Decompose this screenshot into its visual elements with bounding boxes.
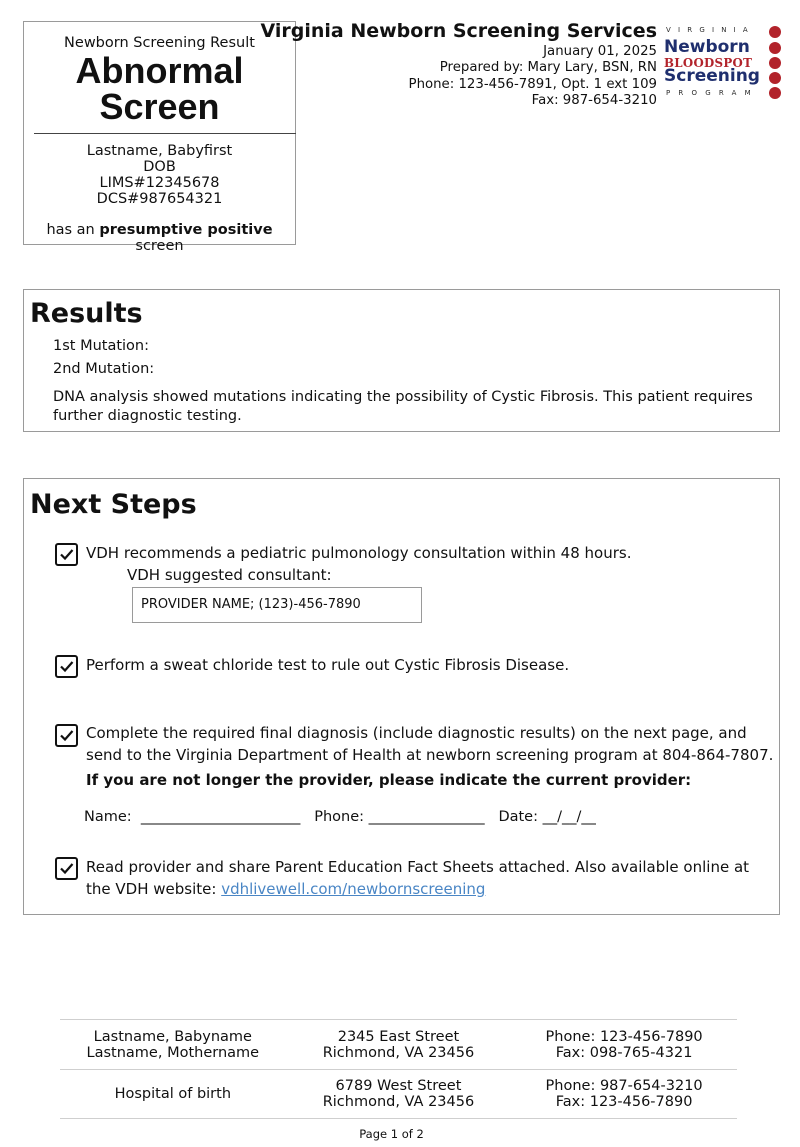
letterhead <box>260 20 657 109</box>
logo-newborn: Newborn <box>664 37 750 57</box>
step2-checkbox[interactable] <box>55 655 78 678</box>
page-number: Page 1 of 2 <box>359 1127 424 1141</box>
header-fax: Fax: 987-654-3210 <box>531 92 657 108</box>
address-line: 6789 West Street <box>335 1078 462 1094</box>
contact-address <box>286 1029 512 1061</box>
program-logo <box>664 26 782 100</box>
patient-name: Lastname, Babyfirst <box>86 143 233 159</box>
report-date: January 01, 2025 <box>543 44 657 59</box>
patient-lims: LIMS#12345678 <box>99 175 220 191</box>
step3-text: Complete the required final diagnosis (include diagnostic results) on the next page, and send to the Virginia Department of Health at newborn screening program at 804-864-7807. <box>86 724 774 764</box>
step3-checkbox[interactable] <box>55 724 78 747</box>
checkmark-icon <box>59 728 74 743</box>
logo-screening: Screening <box>664 66 760 86</box>
contact-phone: Phone: 123-456-7890 <box>545 1028 703 1045</box>
logo-dot <box>769 42 781 54</box>
next-steps-title: Next Steps <box>30 489 197 520</box>
logo-virginia: VIRGINIA <box>666 26 755 34</box>
contact-name <box>60 1029 286 1061</box>
contact-phone-fax <box>511 1078 737 1110</box>
results-section <box>23 289 780 432</box>
result-summary <box>24 222 295 254</box>
vdh-website-link[interactable]: vdhlivewell.com/newbornscreening <box>221 880 486 898</box>
contact-fax: Fax: 123-456-7890 <box>555 1094 693 1110</box>
contact-phone-fax <box>511 1029 737 1061</box>
checkmark-icon <box>59 547 74 562</box>
result-heading: Newborn Screening Result <box>64 35 255 51</box>
first-mutation: 1st Mutation: <box>53 338 150 354</box>
logo-dot <box>769 72 781 84</box>
org-name: Virginia Newborn Screening Services <box>260 20 657 42</box>
result-status-line1: Abnormal <box>75 50 244 91</box>
logo-dot <box>769 26 781 38</box>
patient-info <box>24 143 295 207</box>
address-line: Richmond, VA 23456 <box>322 1044 475 1061</box>
logo-dot <box>769 87 781 99</box>
contact-name-line: Lastname, Mothername <box>86 1044 260 1061</box>
address-line: Richmond, VA 23456 <box>322 1094 475 1110</box>
table-row <box>60 1019 737 1069</box>
next-steps-section <box>23 478 780 915</box>
table-row <box>60 1069 737 1119</box>
result-summary-box <box>23 21 296 254</box>
summary-suffix: screen <box>135 238 184 254</box>
consultant-label: VDH suggested consultant: <box>127 566 332 584</box>
contact-fax: Fax: 098-765-4321 <box>555 1044 693 1061</box>
summary-prefix: has an <box>46 222 100 238</box>
step1-checkbox[interactable] <box>55 543 78 566</box>
step1-text: VDH recommends a pediatric pulmonology consultation within 48 hours. <box>86 544 632 562</box>
step4-checkbox[interactable] <box>55 857 78 880</box>
contact-table <box>60 1019 737 1119</box>
patient-dcs: DCS#987654321 <box>96 191 223 207</box>
result-status <box>24 50 295 127</box>
consultant-field[interactable]: PROVIDER NAME; (123)-456-7890 <box>132 587 422 623</box>
provider-form-line[interactable]: Name: ______________________ Phone: ________________ Date: __/__/__ <box>84 809 596 825</box>
provider-prompt: If you are not longer the provider, please indicate the current provider: <box>86 771 692 789</box>
header-phone: Phone: 123-456-7891, Opt. 1 ext 109 <box>408 76 657 92</box>
patient-dob: DOB <box>143 159 176 175</box>
contact-name <box>60 1086 286 1102</box>
address-line: 2345 East Street <box>337 1028 460 1045</box>
contact-phone: Phone: 987-654-3210 <box>545 1078 703 1094</box>
step2-text: Perform a sweat chloride test to rule out Cystic Fibrosis Disease. <box>86 656 570 674</box>
step4-text <box>86 856 776 900</box>
summary-bold: presumptive positive <box>99 222 273 238</box>
contact-name-line: Hospital of birth <box>114 1086 232 1102</box>
prepared-by: Prepared by: Mary Lary, BSN, RN <box>439 60 657 76</box>
result-status-line2: Screen <box>99 86 220 127</box>
logo-program: PROGRAM <box>666 89 759 97</box>
contact-address <box>286 1078 512 1110</box>
logo-bloodspot: BLOODSPOT <box>664 56 753 70</box>
second-mutation: 2nd Mutation: <box>53 361 155 377</box>
logo-dot <box>769 57 781 69</box>
results-title: Results <box>30 298 143 329</box>
step4-prefix: Read provider and share Parent Education Fact Sheets attached. Also available online at the VDH website: <box>86 858 750 898</box>
checkmark-icon <box>59 861 74 876</box>
contact-name-line: Lastname, Babyname <box>93 1028 252 1045</box>
result-divider <box>34 133 296 134</box>
checkmark-icon <box>59 659 74 674</box>
results-description: DNA analysis showed mutations indicating the possibility of Cystic Fibrosis. This patient requires further diagnostic testing. <box>53 389 753 424</box>
